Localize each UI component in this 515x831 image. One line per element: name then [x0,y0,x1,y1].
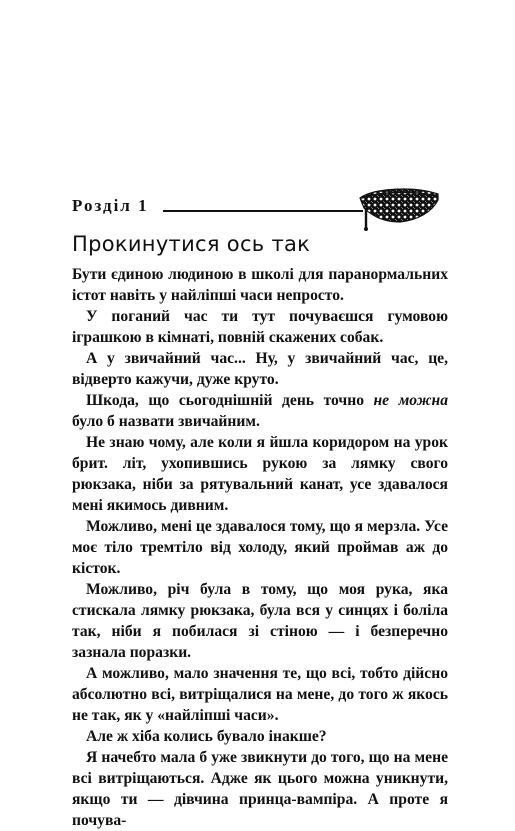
lace-ornament-icon [354,184,442,234]
paragraph: Я начебто мала б уже звикнути до того, що на мене всі витріщаються. Адже як цього можна уникнути, якщо ти — дівчина принца-вампіра. А проте я почува- [72,749,448,829]
paragraph-text: Шкода, що сьогоднішній день точно [86,392,374,409]
paragraph: Можливо, річ була в тому, що моя рука, яка стискала лямку рюкзака, була вся у синцях і боліла так, ніби я побилася зі стіною — і безперечно зазнала поразки. [72,581,448,661]
emphasis-text: не можна [373,392,448,409]
paragraph: Але ж хіба колись бувало інакше? [86,728,327,745]
paragraph: Не знаю чому, але коли я йшла коридором на урок брит. літ, ухопившись рукою за лямку свого рюкзака, ніби за рятувальний канат, усе здавалося мені якимось дивним. [72,434,448,514]
body-text [72,264,448,831]
chapter-header [72,196,452,236]
paragraph: Можливо, мені це здавалося тому, що я мерзла. Усе моє тіло тремтіло від холоду, який проймав аж до кісток. [72,518,448,577]
paragraph: У поганий час ти тут почуваєшся гумовою іграшкою в кімнаті, повній скажених собак. [72,308,448,346]
chapter-label: Розділ 1 [72,196,149,215]
paragraph: А у звичайний час... Ну, у звичайний час, це, відверто кажучи, дуже круто. [72,350,448,388]
paragraph-text: було б назвати звичайним. [72,413,260,430]
chapter-title: Прокинутися ось так [72,232,311,256]
chapter-rule [163,210,363,212]
paragraph: Бути єдиною людиною в школі для паранормальних істот навіть у найліпші часи непросто. [72,266,448,304]
paragraph: А можливо, мало значення те, що всі, тобто дійсно абсолютно всі, витріщалися на мене, до того ж якось не так, як у «найліпші часи». [72,665,448,724]
paragraph [72,390,448,432]
